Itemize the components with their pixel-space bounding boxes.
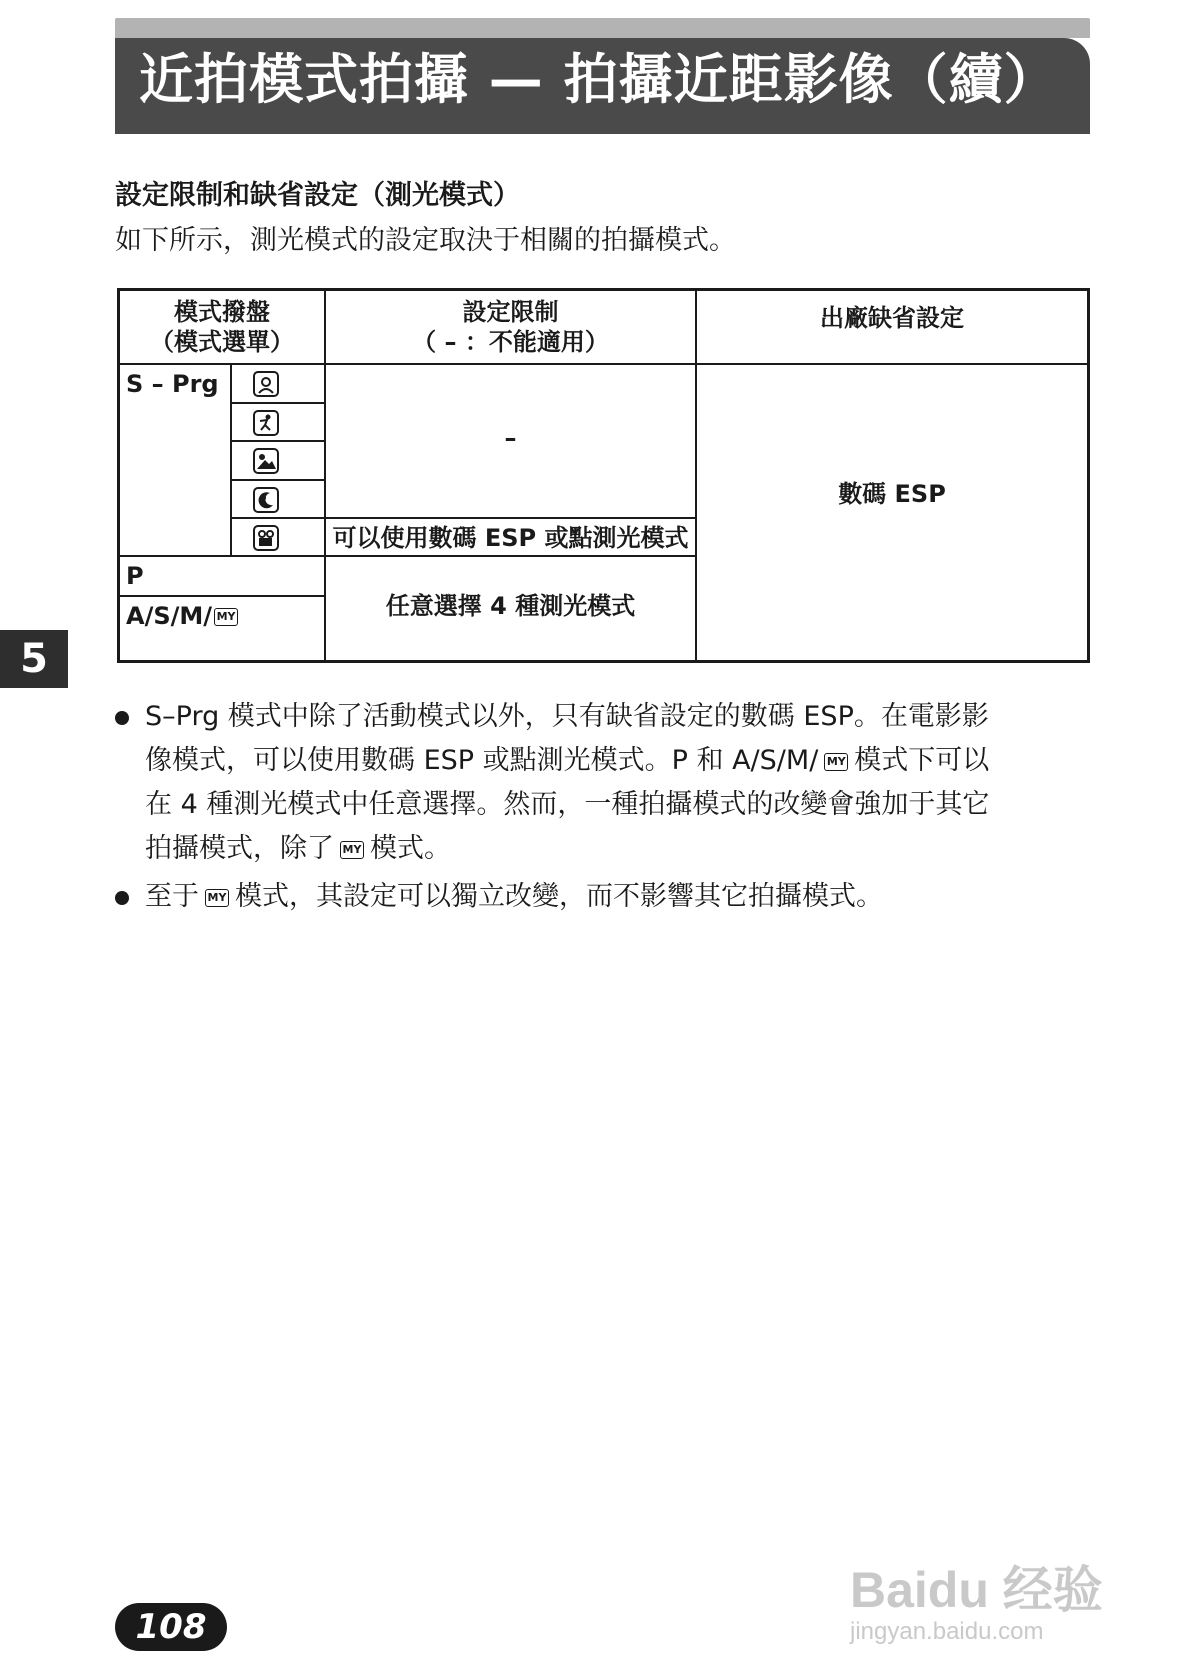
note-line bbox=[145, 827, 1095, 871]
movie-restriction: 可以使用數碼 ESP 或點測光模式 bbox=[332, 524, 689, 552]
column-header-restriction bbox=[326, 297, 695, 357]
movie-icon bbox=[253, 525, 279, 551]
night-scene-icon bbox=[253, 487, 279, 513]
table-divider bbox=[230, 363, 232, 555]
section-intro: 如下所示，測光模式的設定取決于相關的拍攝模式。 bbox=[115, 225, 736, 256]
column-header-line: 模式撥盤 bbox=[174, 298, 270, 326]
page-header bbox=[115, 18, 1090, 134]
watermark bbox=[850, 1530, 1150, 1660]
bullet-icon bbox=[115, 891, 129, 905]
note-text: 模式，其設定可以獨立改變，而不影響其它拍攝模式。 bbox=[235, 881, 883, 912]
pasm-restriction: 任意選擇 4 種測光模式 bbox=[385, 592, 636, 620]
my-mode-icon: MY bbox=[205, 889, 229, 907]
watermark-url: jingyan.baidu.com bbox=[850, 1618, 1044, 1645]
chapter-tab: 5 bbox=[0, 630, 68, 688]
column-header-line: （模式選單） bbox=[150, 328, 294, 356]
table-divider bbox=[230, 440, 325, 442]
table-divider bbox=[120, 595, 325, 597]
sports-icon bbox=[253, 410, 279, 436]
my-mode-icon: MY bbox=[214, 608, 238, 626]
table-divider bbox=[695, 291, 697, 660]
table-divider bbox=[325, 517, 696, 519]
column-header-default: 出廠缺省設定 bbox=[820, 304, 964, 332]
note-text: 模式下可以 bbox=[854, 745, 990, 776]
note-line bbox=[145, 739, 1095, 783]
my-mode-icon: MY bbox=[340, 841, 364, 859]
note-text: 至于 bbox=[145, 881, 199, 912]
note-line: S–Prg 模式中除了活動模式以外，只有缺省設定的數碼 ESP。在電影影 bbox=[145, 701, 989, 732]
table-divider bbox=[230, 479, 325, 481]
table-divider bbox=[120, 363, 1087, 365]
note-line: 在 4 種測光模式中任意選擇。然而，一種拍攝模式的改變會強加于其它 bbox=[145, 789, 990, 820]
list-item bbox=[115, 695, 1095, 871]
header-top-band bbox=[115, 18, 1090, 38]
p-mode-label: P bbox=[126, 562, 144, 590]
page-title: 近拍模式拍攝 — 拍攝近距影像（續） bbox=[139, 48, 1059, 111]
watermark-logo: Baidu 经验 bbox=[850, 1562, 1103, 1618]
column-header-mode-dial bbox=[120, 297, 324, 357]
note-text: 模式。 bbox=[370, 833, 451, 864]
sprg-label: S – Prg bbox=[126, 370, 219, 398]
note-text: 像模式，可以使用數碼 ESP 或點測光模式。P 和 A/S/M/ bbox=[145, 745, 819, 776]
landscape-portrait-icon bbox=[253, 448, 279, 474]
portrait-icon bbox=[253, 371, 279, 397]
column-header-line: 設定限制 bbox=[462, 298, 559, 326]
asm-label-text: A/S/M/ bbox=[126, 602, 213, 630]
settings-table bbox=[117, 288, 1090, 663]
note-line bbox=[145, 875, 1095, 919]
asm-mode-label bbox=[126, 601, 244, 631]
list-item bbox=[115, 875, 1095, 919]
my-mode-icon: MY bbox=[824, 753, 848, 771]
bullet-icon bbox=[115, 711, 129, 725]
table-divider bbox=[230, 402, 325, 404]
column-header-line: （ – ：不能適用） bbox=[412, 328, 609, 356]
notes-list bbox=[115, 695, 1095, 919]
default-value: 數碼 ESP bbox=[838, 480, 946, 508]
page-number: 108 bbox=[115, 1603, 227, 1651]
table-divider bbox=[230, 517, 325, 519]
note-text: 拍攝模式，除了 bbox=[145, 833, 334, 864]
table-divider bbox=[120, 555, 696, 557]
section-heading: 設定限制和缺省設定（測光模式） bbox=[115, 180, 520, 211]
not-applicable-mark: – bbox=[504, 424, 517, 452]
